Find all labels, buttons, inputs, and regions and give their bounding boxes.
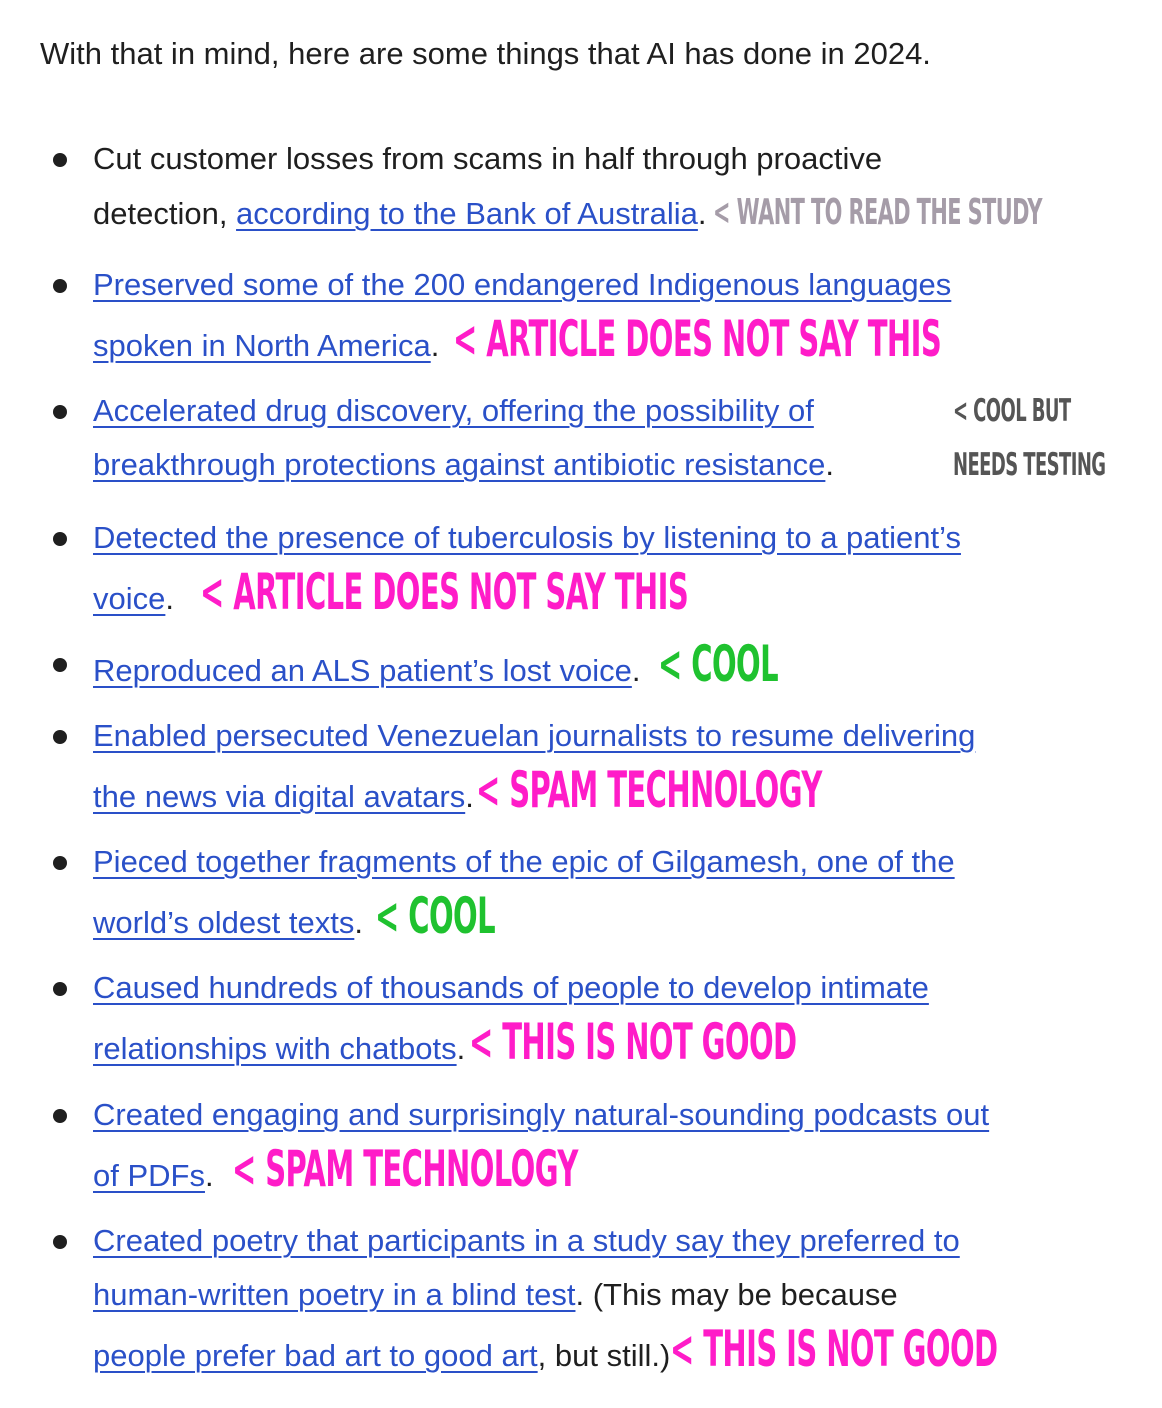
annotation-note: < COOL bbox=[658, 635, 779, 693]
item-text-line bbox=[93, 438, 834, 492]
bullet-icon bbox=[53, 405, 67, 419]
bullet-icon bbox=[53, 153, 67, 167]
item-text-line bbox=[93, 1268, 898, 1322]
item-text-line bbox=[93, 565, 1042, 619]
item-text-line: Cut customer losses from scams in half through proactive bbox=[93, 141, 883, 176]
item-text-line bbox=[93, 511, 961, 565]
venezuelan-journalists-link[interactable]: Enabled persecuted Venezuelan journalists to resume delivering bbox=[93, 718, 976, 753]
intro-paragraph: With that in mind, here are some things that AI has done in 2024. bbox=[40, 36, 931, 71]
venezuelan-journalists-link-continued[interactable]: the news via digital avatars bbox=[93, 779, 466, 814]
annotation-note: < SPAM TECHNOLOGY bbox=[231, 1140, 578, 1198]
annotation-note: < COOL bbox=[374, 887, 495, 945]
item-punctuation: . bbox=[697, 196, 707, 231]
bullet-icon bbox=[53, 730, 67, 744]
item-text: . (This may be because bbox=[575, 1277, 898, 1312]
item-text-line bbox=[93, 1142, 828, 1196]
drug-discovery-link-continued[interactable]: breakthrough protections against antibiotic resistance bbox=[93, 447, 826, 482]
tuberculosis-link-continued[interactable]: voice bbox=[93, 581, 166, 616]
indigenous-languages-link-continued[interactable]: spoken in North America bbox=[93, 328, 431, 363]
annotation-note: < ARTICLE DOES NOT SAY THIS bbox=[453, 310, 942, 368]
bullet-icon bbox=[53, 856, 67, 870]
item-text-line bbox=[93, 1214, 960, 1268]
item-punctuation: . bbox=[465, 779, 474, 814]
poetry-study-link[interactable]: Created poetry that participants in a study say they preferred to bbox=[93, 1223, 960, 1258]
item-punctuation: . bbox=[456, 1031, 466, 1066]
annotation-note: < ARTICLE DOES NOT SAY THIS bbox=[200, 563, 689, 621]
item-punctuation: . bbox=[825, 447, 834, 482]
bullet-icon bbox=[53, 532, 67, 546]
item-text-line bbox=[93, 763, 1072, 817]
item-punctuation: . bbox=[204, 1158, 214, 1193]
podcasts-link[interactable]: Created engaging and surprisingly natural-sounding podcasts out bbox=[93, 1097, 990, 1132]
poetry-study-link-continued[interactable]: human-written poetry in a blind test bbox=[93, 1277, 576, 1312]
bullet-icon bbox=[53, 1109, 67, 1123]
item-punctuation: . bbox=[631, 653, 641, 688]
item-text-line bbox=[93, 1015, 1034, 1069]
item-text-line bbox=[93, 889, 582, 943]
item-text-line bbox=[93, 258, 951, 312]
annotation-note: < THIS IS NOT GOOD bbox=[670, 1320, 998, 1378]
item-text-line bbox=[93, 835, 955, 889]
item-text-line bbox=[93, 1088, 989, 1142]
gilgamesh-link-continued[interactable]: world’s oldest texts bbox=[93, 905, 355, 940]
annotation-note: < WANT TO READ THE STUDY bbox=[712, 192, 1042, 233]
item-text: , but still.) bbox=[537, 1338, 671, 1373]
tuberculosis-link[interactable]: Detected the presence of tuberculosis by listening to a patient’s bbox=[93, 520, 961, 555]
item-text-line bbox=[93, 961, 929, 1015]
als-voice-link[interactable]: Reproduced an ALS patient’s lost voice bbox=[93, 653, 632, 688]
item-text: detection, bbox=[93, 196, 237, 231]
item-punctuation: . bbox=[430, 328, 440, 363]
bullet-icon bbox=[53, 279, 67, 293]
chatbot-relationships-link[interactable]: Caused hundreds of thousands of people to develop intimate bbox=[93, 970, 929, 1005]
item-text-line bbox=[93, 384, 814, 438]
item-text-line bbox=[93, 709, 975, 763]
item-text-line bbox=[93, 312, 1162, 366]
podcasts-link-continued[interactable]: of PDFs bbox=[93, 1158, 205, 1193]
item-punctuation: . bbox=[165, 581, 174, 616]
bad-art-link[interactable]: people prefer bad art to good art bbox=[93, 1338, 538, 1373]
bank-of-australia-link[interactable]: according to the Bank of Australia bbox=[236, 196, 698, 231]
item-punctuation: . bbox=[354, 905, 363, 940]
chatbot-relationships-link-continued[interactable]: relationships with chatbots bbox=[93, 1031, 457, 1066]
indigenous-languages-link[interactable]: Preserved some of the 200 endangered Indigenous languages bbox=[93, 267, 952, 302]
item-text-line bbox=[93, 637, 865, 691]
bullet-icon bbox=[53, 658, 67, 672]
annotation-note: NEEDS TESTING bbox=[953, 447, 1106, 483]
item-text-line bbox=[93, 186, 1162, 240]
bullet-icon bbox=[53, 1235, 67, 1249]
bullet-icon bbox=[53, 982, 67, 996]
annotation-note: < THIS IS NOT GOOD bbox=[469, 1013, 797, 1071]
drug-discovery-link[interactable]: Accelerated drug discovery, offering the possibility of bbox=[93, 393, 814, 428]
annotation-note: < COOL BUT bbox=[953, 393, 1071, 429]
gilgamesh-link[interactable]: Pieced together fragments of the epic of Gilgamesh, one of the bbox=[93, 844, 955, 879]
annotation-note: < SPAM TECHNOLOGY bbox=[475, 761, 822, 819]
item-text-line bbox=[93, 1322, 1162, 1376]
